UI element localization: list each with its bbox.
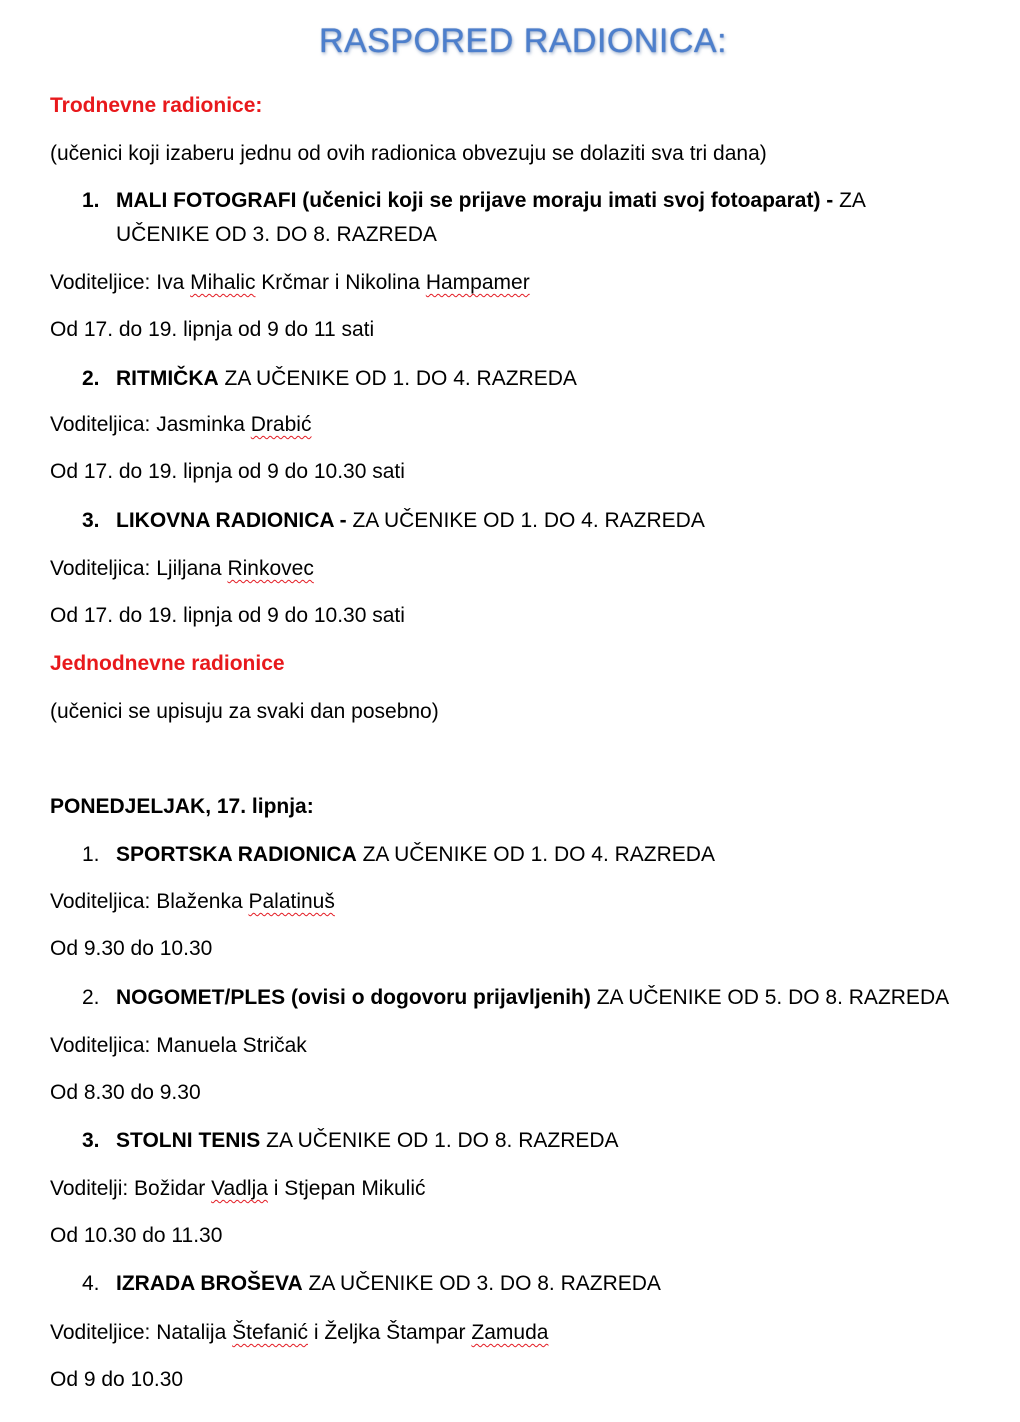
workshop-number: 2. bbox=[82, 367, 100, 390]
workshop-time: Od 10.30 do 11.30 bbox=[50, 1224, 223, 1247]
workshop-time: Od 17. do 19. lipnja od 9 do 11 sati bbox=[50, 318, 375, 341]
workshop-time: Od 9 do 10.30 bbox=[50, 1368, 184, 1391]
one-day-heading: Jednodnevne radionice bbox=[50, 652, 285, 675]
workshop-leaders bbox=[50, 1320, 548, 1346]
workshop-leaders bbox=[50, 556, 314, 582]
workshop-target: ZA bbox=[839, 189, 866, 212]
workshop-leaders: Voditeljica: Manuela Stričak bbox=[50, 1034, 307, 1057]
workshop-number: 1. bbox=[82, 843, 100, 866]
workshop-number: 3. bbox=[82, 509, 100, 532]
one-day-note: (učenici se upisuju za svaki dan posebno) bbox=[50, 700, 439, 723]
workshop-target: ZA UČENIKE OD 5. DO 8. RAZREDA bbox=[590, 986, 950, 1009]
leader-surname: Hampamer bbox=[425, 271, 530, 294]
leader-surname: Mihalic bbox=[190, 271, 256, 294]
workshop-title-line bbox=[116, 1128, 619, 1154]
workshop-title-line bbox=[116, 985, 949, 1011]
workshop-target: ZA UČENIKE OD 1. DO 4. RAZREDA bbox=[356, 843, 715, 866]
three-day-note: (učenici koji izaberu jednu od ovih radionica obvezuju se dolaziti sva tri dana) bbox=[50, 142, 767, 165]
workshop-number: 2. bbox=[82, 986, 100, 1009]
workshop-time: Od 17. do 19. lipnja od 9 do 10.30 sati bbox=[50, 604, 405, 627]
leader-text: Voditeljica: Blaženka bbox=[50, 890, 249, 913]
document-title: RASPORED RADIONICA: bbox=[318, 22, 728, 60]
workshop-target: ZA UČENIKE OD 1. DO 4. RAZREDA bbox=[346, 509, 705, 532]
workshop-time: Od 9.30 do 10.30 bbox=[50, 937, 213, 960]
workshop-time: Od 17. do 19. lipnja od 9 do 10.30 sati bbox=[50, 460, 405, 483]
workshop-number: 4. bbox=[82, 1272, 100, 1295]
workshop-number: 3. bbox=[82, 1129, 100, 1152]
leader-text: Voditelji: Božidar bbox=[50, 1177, 212, 1200]
leader-surname: Palatinuš bbox=[248, 890, 335, 913]
leader-text: Voditeljica: Jasminka bbox=[50, 413, 251, 436]
workshop-target-continued: UČENIKE OD 3. DO 8. RAZREDA bbox=[116, 223, 437, 246]
leader-text: Voditeljice: Iva bbox=[50, 271, 191, 294]
workshop-target: ZA UČENIKE OD 1. DO 4. RAZREDA bbox=[218, 367, 577, 390]
workshop-name: STOLNI TENIS bbox=[116, 1129, 261, 1152]
leader-text: i Stjepan Mikulić bbox=[267, 1177, 426, 1200]
three-day-heading: Trodnevne radionice: bbox=[50, 94, 263, 117]
leader-text: Krčmar i Nikolina bbox=[255, 271, 426, 294]
workshop-name: LIKOVNA RADIONICA - bbox=[116, 509, 347, 532]
leader-surname: Štefanić bbox=[232, 1321, 308, 1344]
leader-surname: Zamuda bbox=[471, 1321, 549, 1344]
workshop-title-line bbox=[116, 188, 866, 214]
workshop-extra: (učenici koji se prijave moraju imati svoj fotoaparat) - bbox=[302, 189, 834, 212]
leader-text: Voditeljice: Natalija bbox=[50, 1321, 233, 1344]
workshop-name: IZRADA BROŠEVA bbox=[116, 1272, 303, 1295]
workshop-title-line bbox=[116, 842, 715, 868]
workshop-time: Od 8.30 do 9.30 bbox=[50, 1081, 201, 1104]
workshop-number: 1. bbox=[82, 189, 100, 212]
workshop-leaders bbox=[50, 889, 335, 915]
leader-surname: Rinkovec bbox=[227, 557, 314, 580]
workshop-title-line bbox=[116, 508, 705, 534]
workshop-name: NOGOMET/PLES (ovisi o dogovoru prijavljenih) bbox=[116, 986, 591, 1009]
leader-surname: Vadlja bbox=[211, 1177, 268, 1200]
workshop-target: ZA UČENIKE OD 1. DO 8. RAZREDA bbox=[260, 1129, 619, 1152]
workshop-name: SPORTSKA RADIONICA bbox=[116, 843, 357, 866]
leader-surname: Drabić bbox=[250, 413, 312, 436]
day-heading: PONEDJELJAK, 17. lipnja: bbox=[50, 795, 314, 818]
workshop-name: RITMIČKA bbox=[116, 367, 219, 390]
workshop-name: MALI FOTOGRAFI bbox=[116, 189, 297, 212]
workshop-leaders bbox=[50, 1176, 425, 1202]
workshop-target: ZA UČENIKE OD 3. DO 8. RAZREDA bbox=[302, 1272, 661, 1295]
leader-text: Voditeljica: Ljiljana bbox=[50, 557, 228, 580]
workshop-title-line bbox=[116, 366, 577, 392]
workshop-title-line bbox=[116, 1271, 661, 1297]
workshop-leaders bbox=[50, 270, 530, 296]
leader-text: i Željka Štampar bbox=[308, 1321, 472, 1344]
workshop-leaders bbox=[50, 412, 311, 438]
